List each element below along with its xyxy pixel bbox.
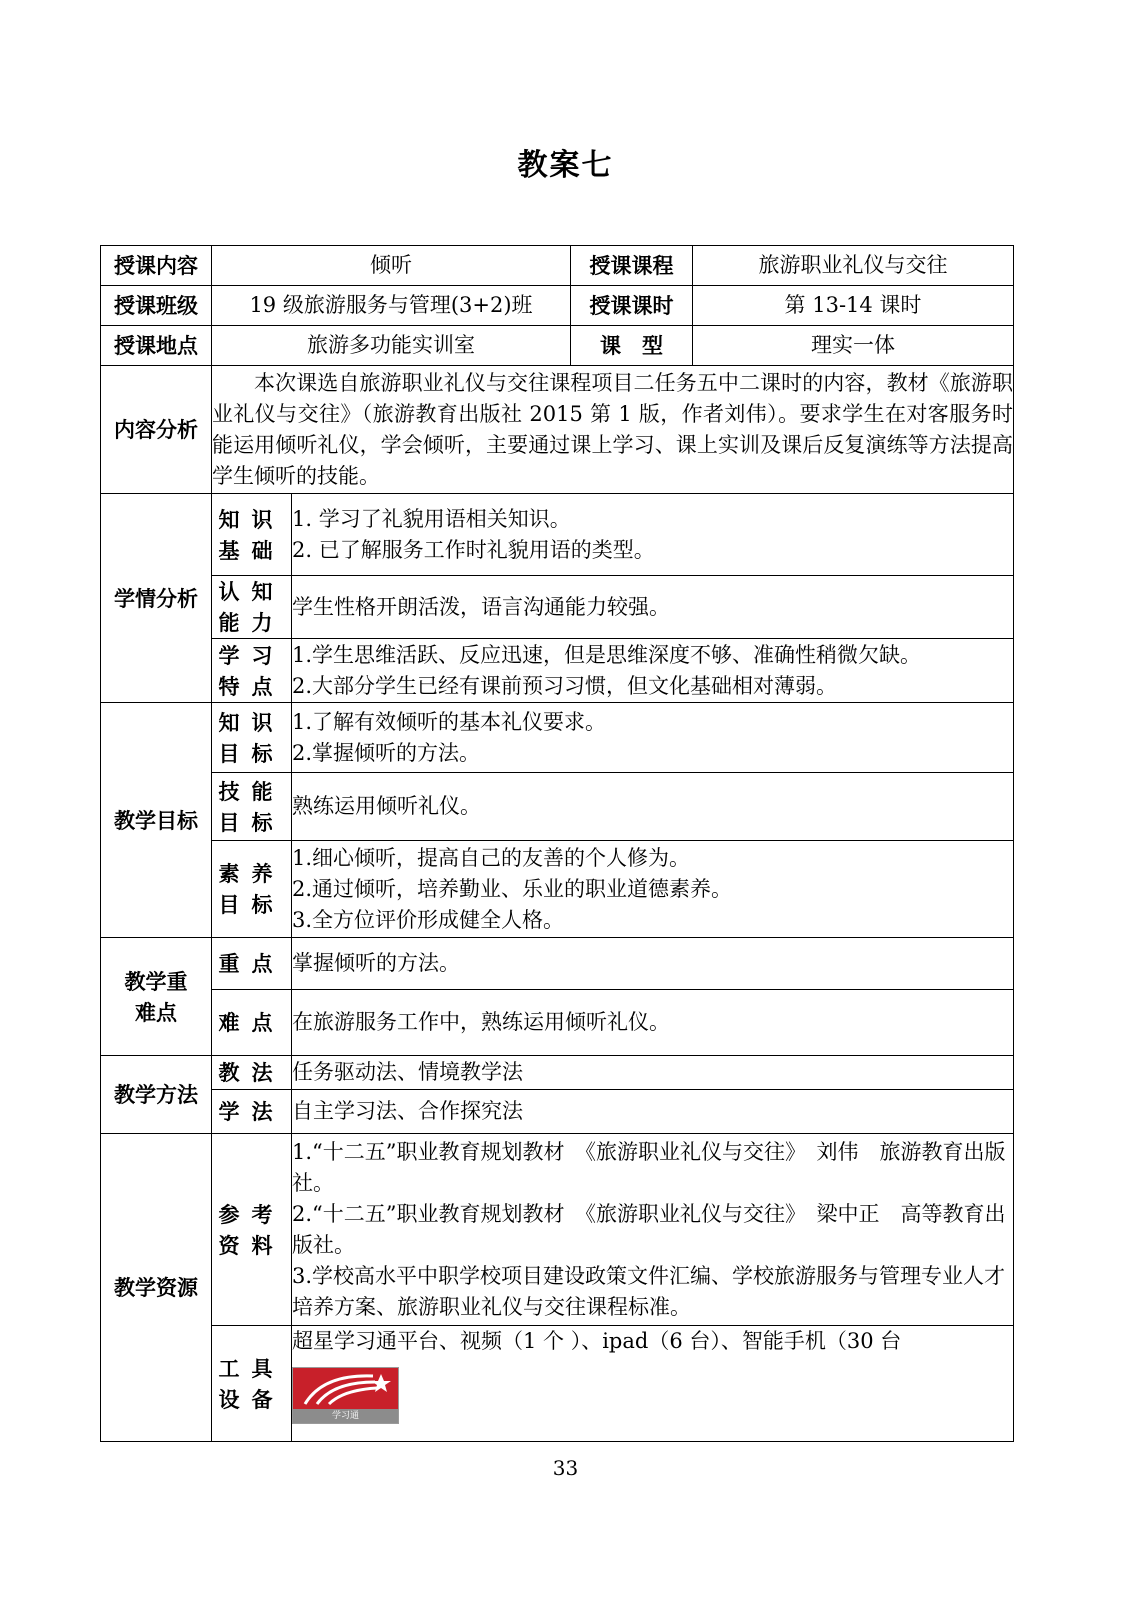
row-resource-refs [101,1134,1014,1326]
content-value: 倾听 [212,246,571,286]
analysis-label: 内容分析 [101,366,212,494]
learner-traits-text [292,639,1014,703]
page-number: 33 [552,1456,579,1480]
row-class [101,286,1014,326]
focus-difficulty-label: 难点 [212,990,292,1056]
row-method-learn [101,1090,1014,1134]
method-learn-text: 自主学习法、合作探究法 [292,1090,1014,1134]
row-place [101,326,1014,366]
learner-knowledge-text [292,494,1014,576]
resource-tools-text: 超星学习通平台、视频（1 个 ）、ipad（6 台）、智能手机（30 台 学习通 [292,1326,1014,1442]
resource-tools-label: 工具 设备 [212,1326,292,1442]
row-focus-key [101,938,1014,990]
row-learner-knowledge [101,494,1014,576]
row-method-teach [101,1056,1014,1090]
class-value: 19 级旅游服务与管理(3+2)班 [212,286,571,326]
lesson-plan-table [100,245,1014,1442]
class-label: 授课班级 [101,286,212,326]
xuexitong-logo-icon [292,1367,399,1424]
method-teach-label: 教法 [212,1056,292,1090]
list-item: 2.“十二五”职业教育规划教材 《旅游职业礼仪与交往》 梁中正 高等教育出版社。 [292,1201,1006,1257]
objective-knowledge-label: 知识 目标 [212,703,292,773]
row-focus-difficulty [101,990,1014,1056]
focus-key-text: 掌握倾听的方法。 [292,938,1014,990]
row-objective-skill [101,773,1014,841]
type-label: 课 型 [571,326,693,366]
methods-label: 教学方法 [101,1056,212,1134]
focus-label: 教学重 难点 [101,938,212,1056]
learner-cognition-text: 学生性格开朗活泼，语言沟通能力较强。 [292,576,1014,639]
resource-refs-label: 参考 资料 [212,1134,292,1326]
objective-skill-label: 技能 目标 [212,773,292,841]
course-value: 旅游职业礼仪与交往 [693,246,1014,286]
row-objective-quality [101,841,1014,938]
content-label: 授课内容 [101,246,212,286]
objective-skill-text: 熟练运用倾听礼仪。 [292,773,1014,841]
objectives-label: 教学目标 [101,703,212,938]
list-item: 1.了解有效倾听的基本礼仪要求。 [292,709,607,734]
list-item: 1.细心倾听，提高自己的友善的个人修为。 [292,845,691,870]
row-analysis [101,366,1014,494]
method-learn-label: 学法 [212,1090,292,1134]
type-value: 理实一体 [693,326,1014,366]
place-value: 旅游多功能实训室 [212,326,571,366]
hours-value: 第 13-14 课时 [693,286,1014,326]
focus-difficulty-text: 在旅游服务工作中，熟练运用倾听礼仪。 [292,990,1014,1056]
page-title: 教案七 [517,148,614,183]
hours-label: 授课课时 [571,286,693,326]
row-content [101,246,1014,286]
list-item: 2.大部分学生已经有课前预习习惯，但文化基础相对薄弱。 [292,673,838,698]
learner-cognition-label: 认知 能力 [212,576,292,639]
list-item: 3.全方位评价形成健全人格。 [292,907,565,932]
row-resource-tools [101,1326,1014,1442]
xuexitong-logo [292,1367,1013,1424]
analysis-text: 本次课选自旅游职业礼仪与交往课程项目二任务五中二课时的内容，教材《旅游职业礼仪与交往》（旅游教育出版社 2015 第 1 版，作者刘伟）。要求学生在对客服务时能运用倾听礼仪，学会倾听，主要通过课上学习、课上实训及课后反复演练等方法提高学生倾听的技能。 [212,366,1014,494]
objective-quality-text [292,841,1014,938]
focus-key-label: 重点 [212,938,292,990]
row-learner-traits [101,639,1014,703]
learner-label: 学情分析 [101,494,212,703]
list-item: 3.学校高水平中职学校项目建设政策文件汇编、学校旅游服务与管理专业人才培养方案、旅游职业礼仪与交往课程标准。 [292,1263,1006,1319]
list-item: 2.掌握倾听的方法。 [292,740,481,765]
list-item: 2. 已了解服务工作时礼貌用语的类型。 [292,537,655,562]
list-item: 2.通过倾听，培养勤业、乐业的职业道德素养。 [292,876,733,901]
list-item: 1.“十二五”职业教育规划教材 《旅游职业礼仪与交往》 刘伟 旅游教育出版社。 [292,1139,1006,1195]
method-teach-text: 任务驱动法、情境教学法 [292,1056,1014,1090]
learner-traits-label: 学习 特点 [212,639,292,703]
list-item: 1. 学习了礼貌用语相关知识。 [292,506,571,531]
course-label: 授课课程 [571,246,693,286]
resources-label: 教学资源 [101,1134,212,1442]
learner-knowledge-label: 知识 基础 [212,494,292,576]
row-learner-cognition [101,576,1014,639]
row-objective-knowledge [101,703,1014,773]
objective-knowledge-text [292,703,1014,773]
resource-refs-text [292,1134,1014,1326]
objective-quality-label: 素养 目标 [212,841,292,938]
list-item: 1.学生思维活跃、反应迅速，但是思维深度不够、准确性稍微欠缺。 [292,642,922,667]
xuexitong-logo-caption: 学习通 [293,1409,398,1423]
place-label: 授课地点 [101,326,212,366]
